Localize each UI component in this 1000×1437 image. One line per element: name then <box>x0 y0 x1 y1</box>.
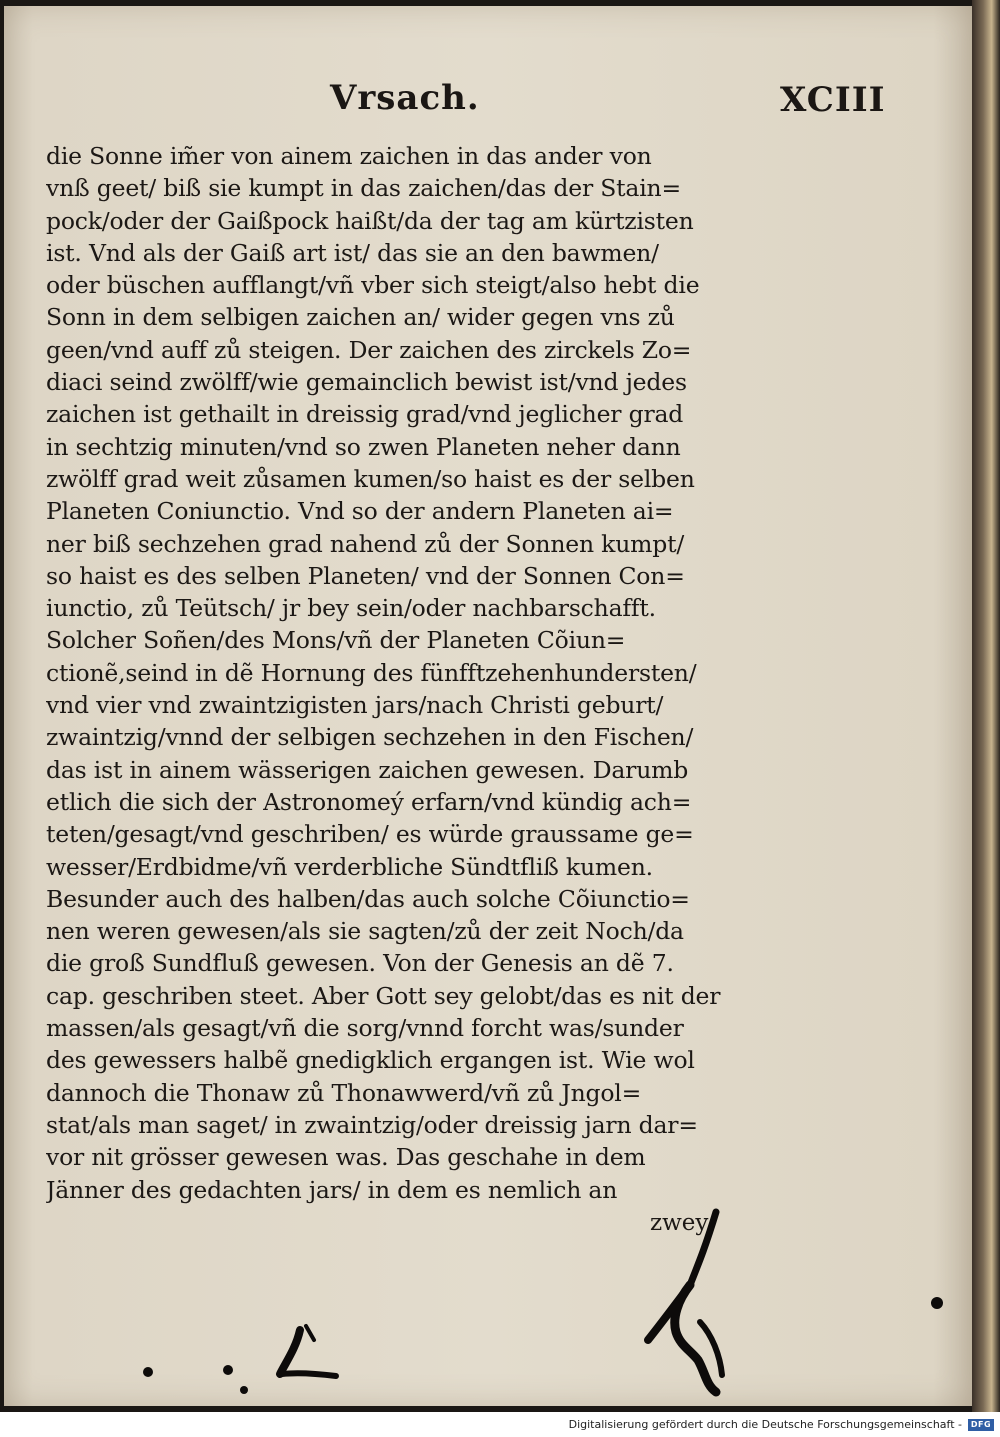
ink-specks <box>143 1297 943 1394</box>
text-line: des gewessers halbẽ gnedigklich ergangen ist. Wie wol <box>46 1046 695 1075</box>
text-line: zwaintzig/vnnd der selbigen sechzehen in den Fischen/ <box>46 723 694 752</box>
footer-bar <box>0 1412 1000 1437</box>
text-line: das ist in ainem wässerigen zaichen gewesen. Darumb <box>46 755 689 784</box>
text-line: etlich die sich der Astronomeý erfarn/vnd kündig ach= <box>46 787 692 816</box>
dfg-logo: DFG <box>968 1419 994 1431</box>
text-line: stat/als man saget/ in zwaintzig/oder dreissig jarn dar= <box>46 1110 698 1139</box>
text-line: oder büschen aufflangt/vñ vber sich steigt/also hebt die <box>46 271 700 300</box>
text-line: die Sonne im̃er von ainem zaichen in das ander von <box>46 142 652 170</box>
ink-letter-mark <box>280 1326 336 1376</box>
ink-figure-mark <box>648 1212 722 1392</box>
text-line: diaci seind zwölff/wie gemainclich bewist ist/vnd jedes <box>46 368 687 397</box>
running-head: Vrsach. <box>330 78 480 118</box>
text-line: in sechtzig minuten/vnd so zwen Planeten neher dann <box>46 432 681 461</box>
folio-number: XCIII <box>780 80 886 120</box>
text-line: Besunder auch des halben/das auch solche Cõiunctio= <box>46 884 690 913</box>
text-line: pock/oder der Gaißpock haißt/da der tag am kürtzisten <box>46 206 694 235</box>
text-line: so haist es des selben Planeten/ vnd der Sonnen Con= <box>46 561 685 590</box>
text-line: zwölff grad weit zůsamen kumen/so haist es der selben <box>46 464 695 493</box>
text-line: Sonn in dem selbigen zaichen an/ wider gegen vns zů <box>46 303 675 332</box>
text-line: nen weren gewesen/als sie sagten/zů der zeit Noch/da <box>46 917 684 946</box>
text-line: dannoch die Thonaw zů Thonawwerd/vñ zů Jngol= <box>46 1078 642 1107</box>
text-line: wesser/Erdbidme/vñ verderbliche Sündtfliß kumen. <box>46 852 653 881</box>
text-line: ctionẽ,seind in dẽ Hornung des fünfftzehenhundersten/ <box>46 658 697 687</box>
text-line: geen/vnd auff zů steigen. Der zaichen des zirckels Zo= <box>46 335 692 364</box>
text-line: ner biß sechzehen grad nahend zů der Sonnen kumpt/ <box>46 529 685 558</box>
catchword: zwey/ <box>650 1210 717 1236</box>
text-line: teten/gesagt/vnd geschriben/ es würde graussame ge= <box>46 820 694 849</box>
text-line: die groß Sundfluß gewesen. Von der Genesis an dẽ 7. <box>46 949 674 978</box>
text-line: cap. geschriben steet. Aber Gott sey gelobt/das es nit der <box>46 981 721 1010</box>
text-line: vnd vier vnd zwaintzigisten jars/nach Christi geburt/ <box>46 691 664 720</box>
text-line: Solcher Soñen/des Mons/vñ der Planeten Cõiun= <box>46 626 626 655</box>
text-line: massen/als gesagt/vñ die sorg/vnnd forcht was/sunder <box>46 1014 684 1043</box>
text-line: vor nit grösser gewesen was. Das geschahe in dem <box>46 1143 646 1172</box>
text-line: Jänner des gedachten jars/ in dem es nemlich an <box>46 1175 618 1204</box>
funding-note: Digitalisierung gefördert durch die Deutsche Forschungsgemeinschaft - <box>568 1418 962 1431</box>
text-line: ist. Vnd als der Gaiß art ist/ das sie an den bawmen/ <box>46 238 659 267</box>
text-line: iunctio, zů Teütsch/ jr bey sein/oder nachbarschafft. <box>46 594 656 623</box>
text-line: vnß geet/ biß sie kumpt in das zaichen/das der Stain= <box>46 174 681 203</box>
text-line: Planeten Coniunctio. Vnd so der andern Planeten ai= <box>46 497 674 526</box>
text-line: zaichen ist gethailt in dreissig grad/vnd jeglicher grad <box>46 400 684 429</box>
